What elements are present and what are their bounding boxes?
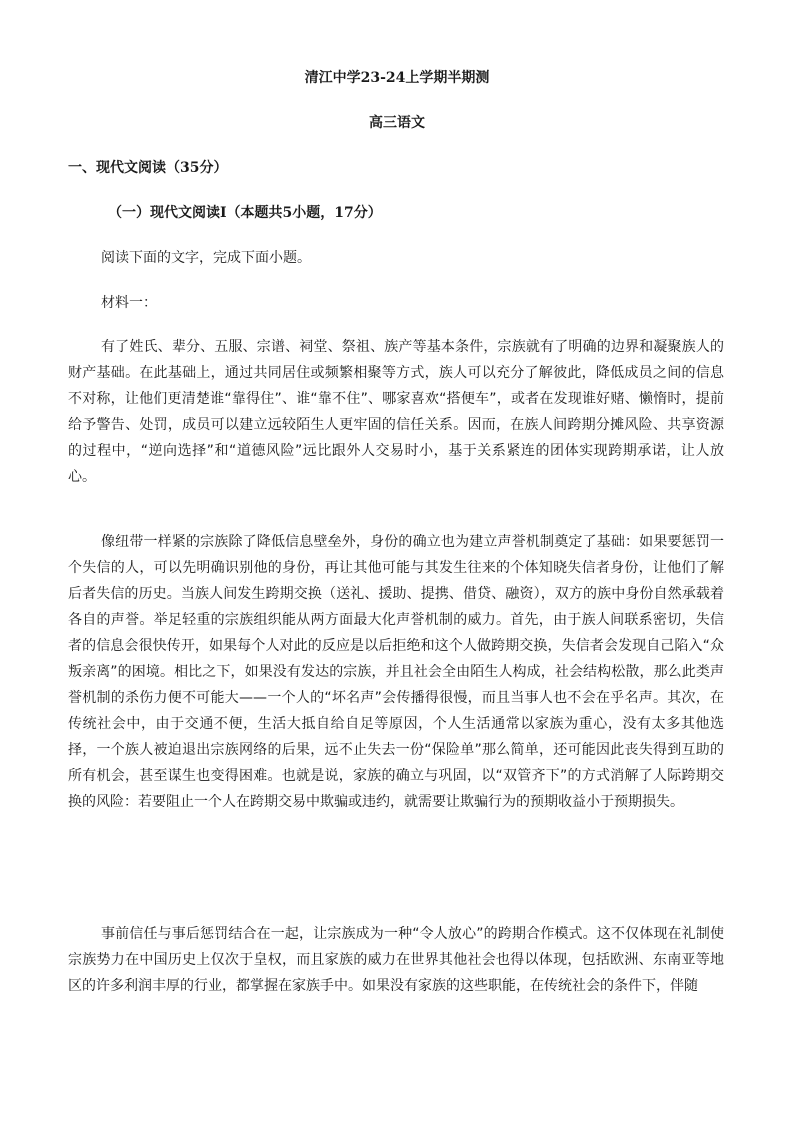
- subsection-heading: （一）现代文阅读Ⅰ（本题共5小题，17分）: [108, 205, 382, 221]
- exam-title: 清江中学23-24上学期半期测: [304, 70, 490, 86]
- section-heading: 一、现代文阅读（35分）: [68, 160, 228, 176]
- subject-title: 高三语文: [369, 115, 425, 131]
- paragraph: 有了姓氏、辈分、五服、宗谱、祠堂、祭祖、族产等基本条件，宗族就有了明确的边界和凝聚族人的财产基础。在此基础上，通过共同居住或频繁相聚等方式，族人可以充分了解彼此，降低成员之间的信息不对称，让他们更清楚谁“靠得住”、谁“靠不住”、哪家喜欢“搭便车”，或者在发现谁好赌、懒惰时，提前给予警告、处罚，成员可以建立远较陌生人更牢固的信任关系。因而，在族人间跨期分摊风险、共享资源的过程中，“逆向选择”和“道德风险”远比跟外人交易时小，基于关系紧连的团体实现跨期承诺，让人放心。: [68, 339, 724, 485]
- instruction-text: 阅读下面的文字，完成下面小题。: [101, 250, 311, 266]
- material-label: 材料一：: [101, 295, 157, 311]
- paragraph: 事前信任与事后惩罚结合在一起，让宗族成为一种“令人放心”的跨期合作模式。这不仅体现在礼制使宗族势力在中国历史上仅次于皇权，而且家族的威力在世界其他社会也得以体现，包括欧洲、东南亚等地区的许多利润丰厚的行业，都掌握在家族手中。如果没有家族的这些职能，在传统社会的条件下，伴随: [68, 926, 724, 994]
- paragraph: 像纽带一样紧的宗族除了降低信息壁垒外，身份的确立也为建立声誉机制奠定了基础：如果要惩罚一个失信的人，可以先明确识别他的身份，再让其他可能与其发生往来的个体知晓失信者身份，让他们了解后者失信的历史。当族人间发生跨期交换（送礼、援助、提携、借贷、融资），双方的族中身份自然承载着各自的声誉。举足轻重的宗族组织能从两方面最大化声誉机制的威力。首先，由于族人间联系密切，失信者的信息会很快传开，如果每个人对此的反应是以后拒绝和这个人做跨期交换，失信者会发现自己陷入“众叛亲离”的困境。相比之下，如果没有发达的宗族，并且社会全由陌生人构成，社会结构松散，那么此类声誉机制的杀伤力便不可能大——一个人的“坏名声”会传播得很慢，而且当事人也不会在乎名声。其次，在传统社会中，由于交通不便，生活大抵自给自足等原因，个人生活通常以家族为重心，没有太多其他选择，一个族人被迫退出宗族网络的后果，远不止失去一份“保险单”那么简单，还可能因此丧失得到互助的所有机会，甚至谋生也变得困难。也就是说，家族的确立与巩固，以“双管齐下”的方式消解了人际跨期交换的风险：若要阻止一个人在跨期交易中欺骗或违约，就需要让欺骗行为的预期收益小于预期损失。: [68, 534, 724, 810]
